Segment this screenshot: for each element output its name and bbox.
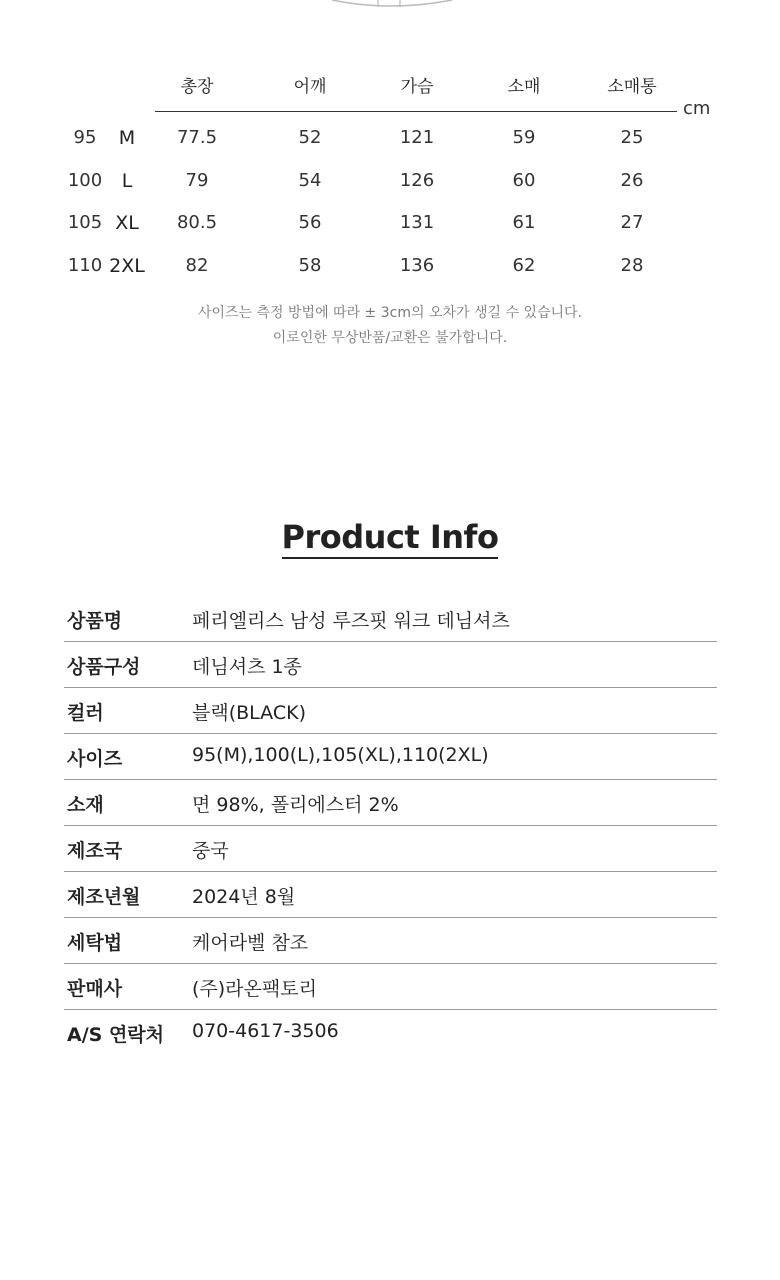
chest-value: 131 (399, 212, 435, 233)
info-value: 면 98%, 폴리에스터 2% (192, 794, 399, 816)
info-row (64, 596, 717, 642)
chest-value: 126 (399, 170, 435, 191)
product-info-table (64, 596, 717, 1055)
size-row (0, 212, 780, 240)
info-value: 중국 (192, 840, 229, 862)
size-row (0, 127, 780, 155)
length-value: 79 (185, 170, 209, 191)
col-header-shoulder: 어깨 (293, 77, 327, 97)
sleeve-width-value: 28 (620, 255, 644, 276)
size-number: 95 (73, 127, 97, 148)
info-value: 95(M),100(L),105(XL),110(2XL) (192, 744, 489, 766)
info-row (64, 964, 717, 1010)
size-number: 100 (67, 170, 103, 191)
info-label: 세탁법 (67, 932, 123, 954)
info-row (64, 642, 717, 688)
info-label: 제조년월 (67, 886, 141, 908)
header-divider (155, 111, 677, 112)
info-label: 제조국 (67, 840, 123, 862)
info-row (64, 1010, 717, 1055)
info-label: 소재 (67, 794, 104, 816)
info-row (64, 872, 717, 918)
info-value: 2024년 8월 (192, 886, 296, 908)
size-label: 2XL (109, 255, 145, 277)
info-value: 070-4617-3506 (192, 1020, 339, 1042)
info-label: 판매사 (67, 978, 123, 1000)
info-label: A/S 연락처 (67, 1024, 165, 1046)
sleeve-width-value: 25 (620, 127, 644, 148)
info-value: 케어라벨 참조 (192, 932, 309, 954)
no-return-note: 이로인한 무상반품/교환은 불가합니다. (272, 330, 508, 346)
size-row (0, 170, 780, 198)
shoulder-value: 54 (298, 170, 322, 191)
shoulder-value: 52 (298, 127, 322, 148)
info-label: 상품구성 (67, 656, 141, 678)
size-tolerance-note: 사이즈는 측정 방법에 따라 ± 3cm의 오차가 생길 수 있습니다. (197, 305, 582, 321)
info-value: 페리엘리스 남성 루즈핏 워크 데님셔츠 (192, 610, 510, 632)
size-label: M (118, 127, 136, 149)
info-row (64, 918, 717, 964)
info-row (64, 734, 717, 780)
size-label: L (121, 170, 133, 192)
col-header-sleeve: 소매 (507, 77, 541, 97)
sleeve-width-value: 27 (620, 212, 644, 233)
info-label: 컬러 (67, 702, 104, 724)
size-number: 105 (67, 212, 103, 233)
info-label: 사이즈 (67, 748, 123, 770)
size-label: XL (115, 212, 139, 234)
info-value: 데님셔츠 1종 (192, 656, 302, 678)
length-value: 77.5 (176, 127, 218, 148)
shoulder-value: 58 (298, 255, 322, 276)
info-value: (주)라온팩토리 (192, 978, 317, 1000)
length-value: 80.5 (176, 212, 218, 233)
product-info-title (0, 518, 780, 556)
unit-label: cm (683, 98, 711, 119)
size-number: 110 (67, 255, 103, 276)
info-label: 상품명 (67, 610, 123, 632)
chest-value: 121 (399, 127, 435, 148)
sleeve-value: 62 (512, 255, 536, 276)
info-value: 블랙(BLACK) (192, 702, 306, 724)
length-value: 82 (185, 255, 209, 276)
info-row (64, 826, 717, 872)
info-row (64, 780, 717, 826)
sleeve-value: 59 (512, 127, 536, 148)
product-info-title-text: Product Info (282, 518, 499, 559)
col-header-sleeve-width: 소매통 (607, 77, 657, 97)
chest-value: 136 (399, 255, 435, 276)
shoulder-value: 56 (298, 212, 322, 233)
info-row (64, 688, 717, 734)
col-header-length: 총장 (180, 77, 214, 97)
col-header-chest: 가슴 (400, 77, 434, 97)
sleeve-width-value: 26 (620, 170, 644, 191)
sleeve-value: 60 (512, 170, 536, 191)
garment-illustration-hem (0, 0, 780, 14)
sleeve-value: 61 (512, 212, 536, 233)
size-row (0, 255, 780, 283)
